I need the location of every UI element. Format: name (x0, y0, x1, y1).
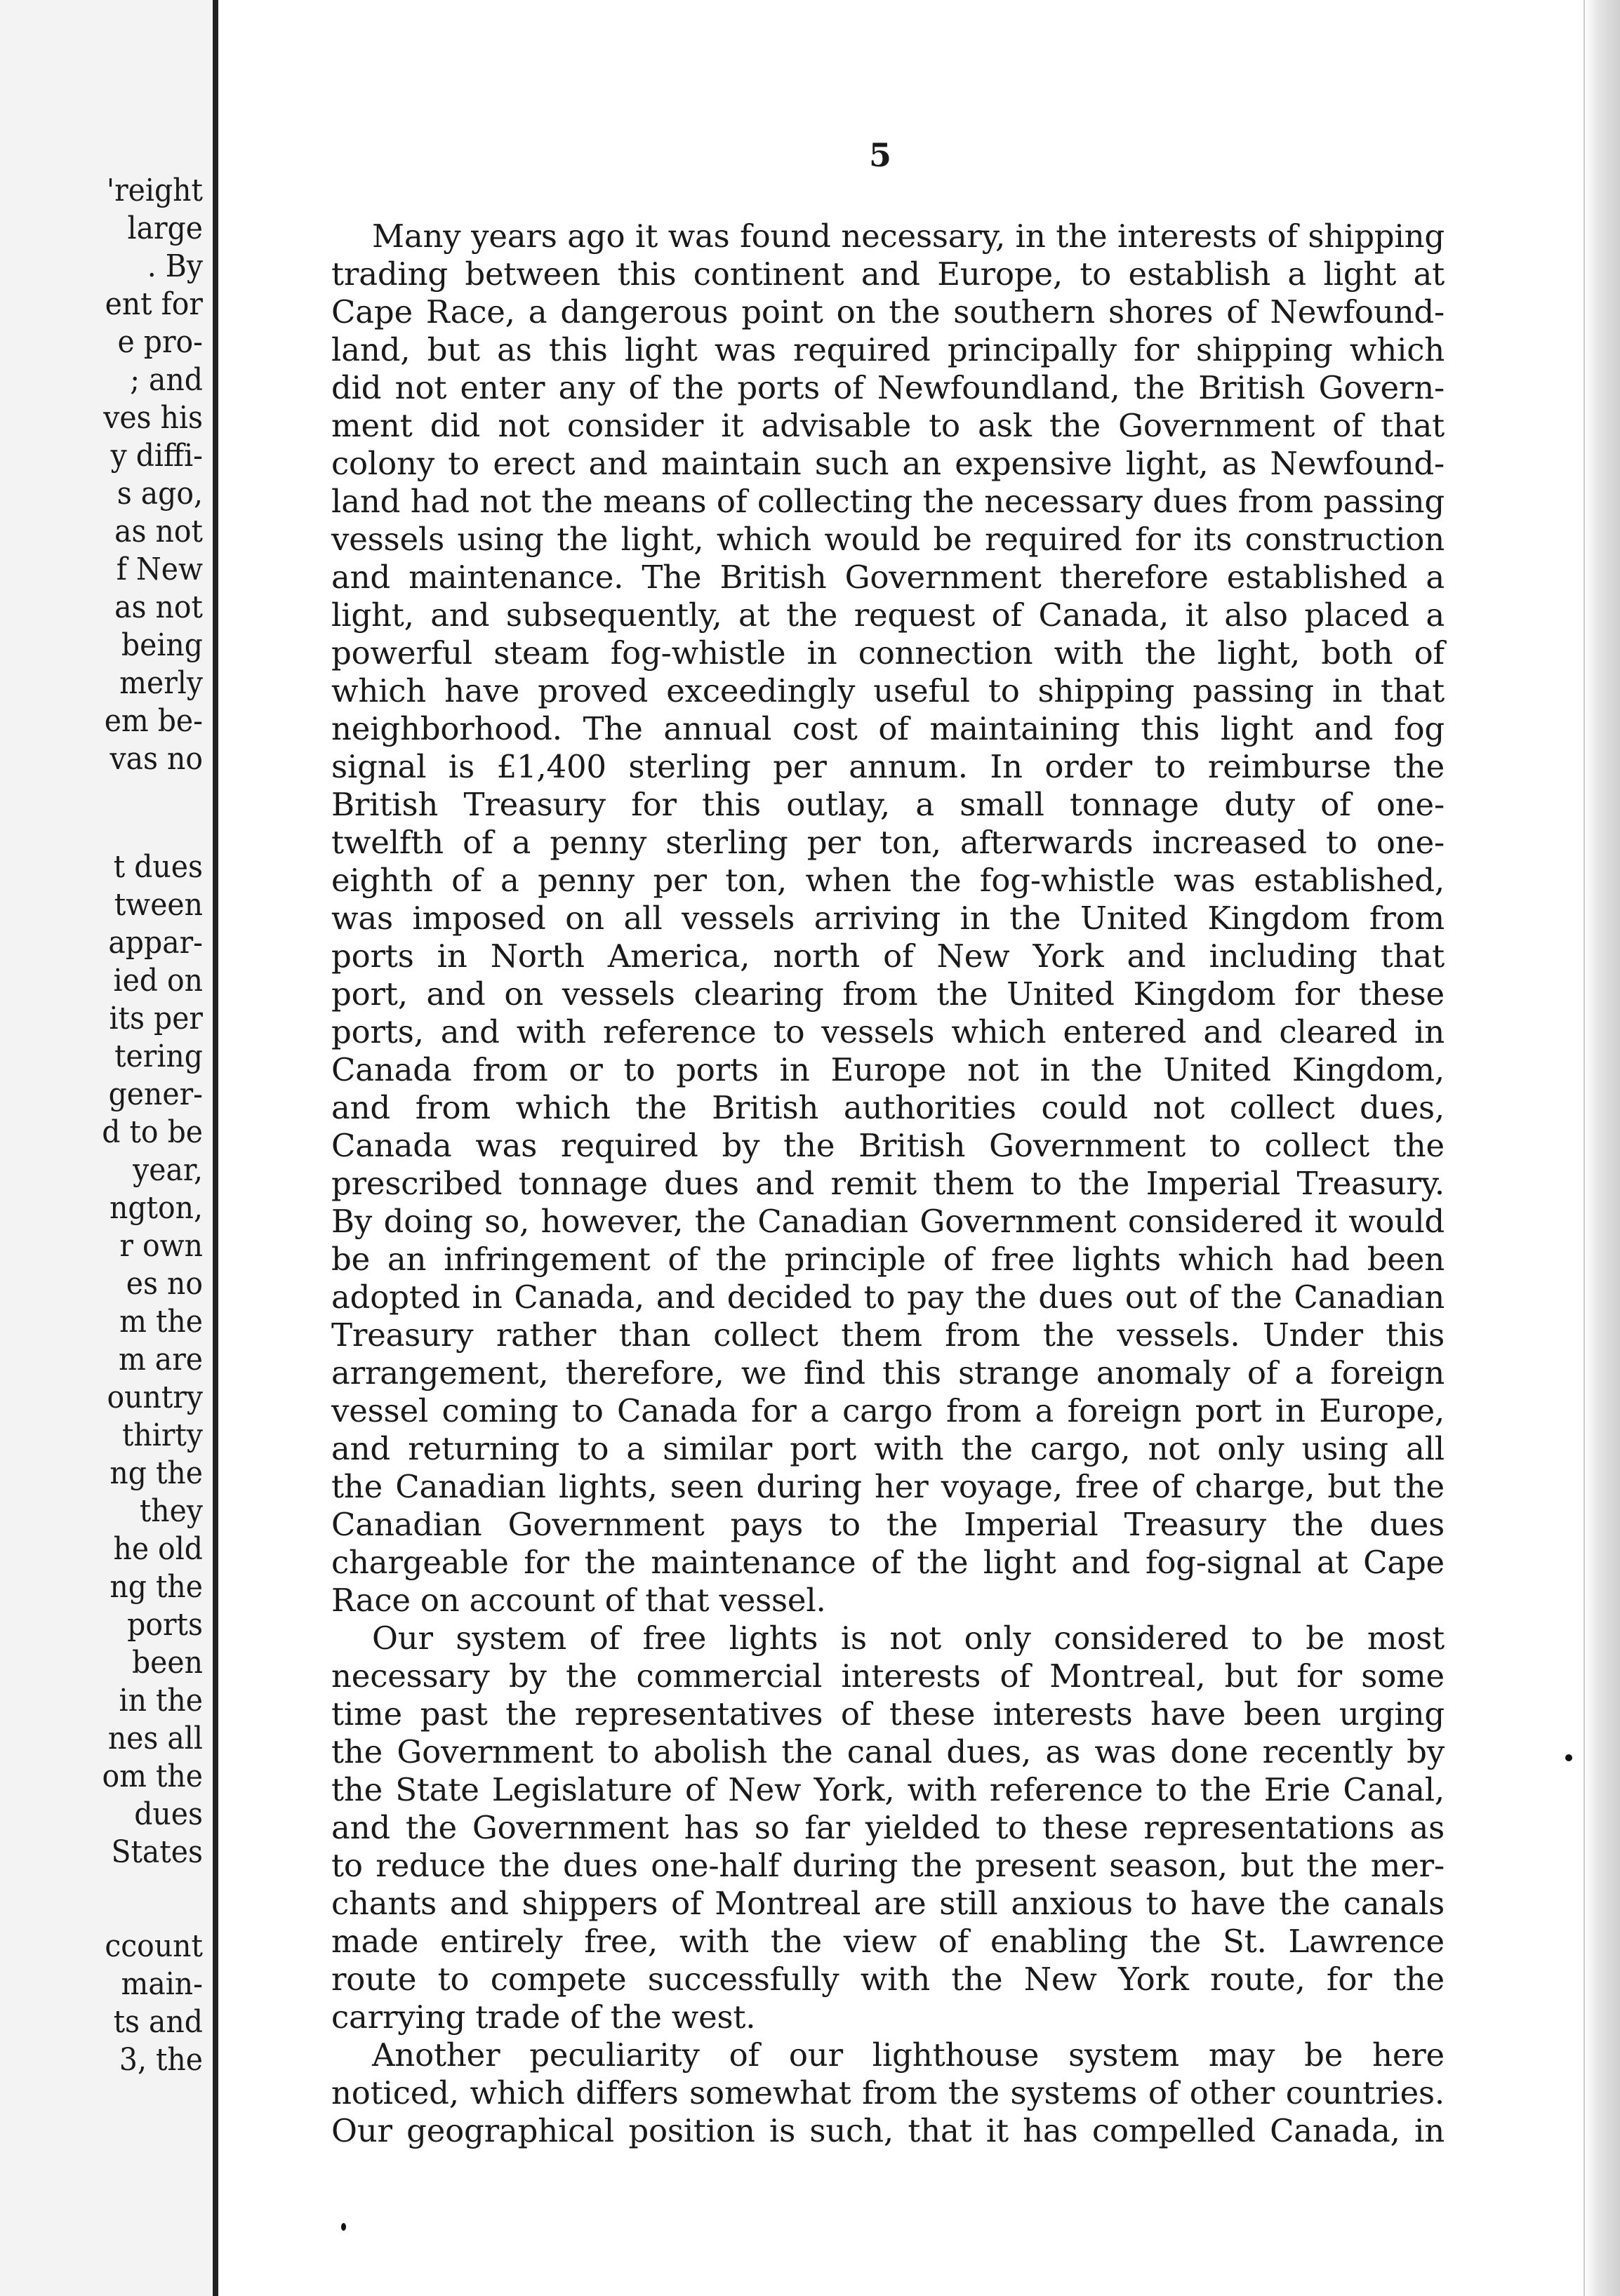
facing-page-line: year, (133, 1152, 203, 1188)
text-line: Cape Race, a dangerous point on the southern shores of Newfound- (331, 293, 1445, 331)
facing-page-line: dues (134, 1796, 203, 1832)
facing-page-line: ccount (105, 1928, 203, 1964)
text-line: ports in North America, north of New York and including that (331, 937, 1445, 975)
text-line: route to compete successfully with the New York route, for the (331, 1961, 1445, 1998)
facing-page-line: s ago, (117, 476, 203, 512)
text-line: land, but as this light was required principally for shipping which (331, 331, 1445, 368)
text-line: trading between this continent and Europe, to establish a light at (331, 255, 1445, 293)
text-line: and returning to a similar port with the cargo, not only using all (331, 1430, 1445, 1467)
text-line: chargeable for the maintenance of the light and fog-signal at Cape (331, 1544, 1445, 1581)
facing-page-line: ngton, (109, 1190, 203, 1226)
facing-page-line: he old (113, 1531, 203, 1567)
text-line: Many years ago it was found necessary, in the interests of shipping (372, 218, 1445, 255)
facing-page-line: ves his (103, 400, 203, 436)
facing-page-line: tering (114, 1039, 203, 1074)
facing-page-line: ng the (109, 1455, 203, 1491)
text-line: vessel coming to Canada for a cargo from a foreign port in Europe, (331, 1392, 1445, 1429)
page-edge-shadow (1585, 0, 1620, 2296)
facing-page-line: its per (109, 1001, 203, 1036)
facing-page-line: ng the (109, 1569, 203, 1605)
text-line: Race on account of that vessel. (331, 1582, 826, 1619)
ink-speck (1565, 1754, 1572, 1761)
facing-page-line: . By (147, 248, 203, 284)
facing-page-line: merly (119, 665, 203, 701)
facing-page (0, 0, 212, 2296)
text-line: adopted in Canada, and decided to pay the dues out of the Canadian (331, 1279, 1445, 1316)
text-line: which have proved exceedingly useful to shipping passing in that (331, 672, 1445, 709)
binding-rule (213, 0, 218, 2296)
text-line: was imposed on all vessels arriving in the United Kingdom from (331, 900, 1445, 937)
facing-page-line: ports (127, 1607, 203, 1643)
facing-page-line: as not (114, 514, 203, 549)
facing-page-line: m are (118, 1342, 203, 1377)
text-line: and the Government has so far yielded to these representations as (331, 1809, 1445, 1846)
text-line: time past the representatives of these interests have been urging (331, 1695, 1445, 1733)
facing-page-line: being (121, 627, 203, 663)
facing-page-line: t dues (113, 849, 203, 885)
text-line: Treasury rather than collect them from the vessels. Under this (331, 1316, 1445, 1354)
text-line: light, and subsequently, at the request of Canada, it also placed a (331, 596, 1445, 634)
text-line: powerful steam fog-whistle in connection with the light, both of (331, 634, 1445, 672)
text-line: the Government to abolish the canal dues, as was done recently by (331, 1733, 1445, 1770)
text-line: noticed, which differs somewhat from the systems of other countries. (331, 2074, 1445, 2111)
page-number: 5 (868, 136, 891, 174)
facing-page-line: 3, the (119, 2042, 203, 2078)
facing-page-line: large (127, 211, 203, 246)
facing-page-line: as not (114, 589, 203, 625)
text-line: port, and on vessels clearing from the United Kingdom for these (331, 975, 1445, 1013)
text-line: did not enter any of the ports of Newfoundland, the British Govern- (331, 369, 1445, 406)
facing-page-line: e pro- (117, 324, 203, 360)
facing-page-line: vas no (109, 741, 203, 777)
facing-page-line: 'reight (106, 173, 203, 208)
facing-page-line: y diffi- (110, 438, 203, 474)
text-line: carrying trade of the west. (331, 1998, 756, 2036)
facing-page-line: main- (121, 1966, 203, 2002)
text-line: chants and shippers of Montreal are still anxious to have the canals (331, 1885, 1445, 1922)
facing-page-line: ied on (113, 963, 203, 999)
facing-page-line: ; and (130, 362, 203, 398)
facing-page-line: States (111, 1834, 203, 1870)
facing-page-line: tween (114, 887, 203, 923)
facing-page-line: es no (126, 1266, 203, 1302)
facing-page-line: in the (119, 1683, 203, 1718)
facing-page-line: m the (119, 1304, 203, 1340)
text-line: colony to erect and maintain such an expensive light, as Newfound- (331, 445, 1445, 482)
text-line: arrangement, therefore, we find this strange anomaly of a foreign (331, 1354, 1445, 1391)
facing-page-line: nes all (107, 1721, 203, 1756)
text-line: twelfth of a penny sterling per ton, afterwards increased to one- (331, 824, 1445, 861)
text-line: Our geographical position is such, that it has compelled Canada, in (331, 2112, 1445, 2149)
text-line: British Treasury for this outlay, a small tonnage duty of one- (331, 786, 1445, 823)
facing-page-line: r own (119, 1228, 203, 1264)
text-line: Another peculiarity of our lighthouse system may be here (372, 2036, 1445, 2074)
text-line: ports, and with reference to vessels which entered and cleared in (331, 1013, 1445, 1050)
facing-page-line: thirty (121, 1417, 203, 1453)
text-line: signal is £1,400 sterling per annum. In order to reimburse the (331, 748, 1445, 785)
text-line: to reduce the dues one-half during the present season, but the mer- (331, 1847, 1445, 1884)
facing-page-line: appar- (108, 925, 203, 961)
facing-page-line: gener- (108, 1076, 203, 1112)
text-line: the State Legislature of New York, with reference to the Erie Canal, (331, 1771, 1445, 1808)
text-line: vessels using the light, which would be required for its construction (331, 521, 1445, 558)
ink-speck (341, 2223, 346, 2231)
text-line: land had not the means of collecting the necessary dues from passing (331, 483, 1445, 520)
facing-page-line: d to be (102, 1114, 203, 1150)
text-line: By doing so, however, the Canadian Government considered it would (331, 1203, 1445, 1240)
facing-page-line: f New (116, 552, 203, 587)
text-line: eighth of a penny per ton, when the fog-whistle was established, (331, 862, 1445, 899)
text-line: ment did not consider it advisable to ask the Government of that (331, 407, 1445, 444)
text-line: necessary by the commercial interests of Montreal, but for some (331, 1657, 1445, 1695)
facing-page-line: ts and (113, 2004, 203, 2040)
text-line: Canada was required by the British Government to collect the (331, 1127, 1445, 1164)
text-line: Canada from or to ports in Europe not in the United Kingdom, (331, 1051, 1445, 1088)
text-line: the Canadian lights, seen during her voyage, free of charge, but the (331, 1468, 1445, 1505)
text-line: and from which the British authorities could not collect dues, (331, 1089, 1445, 1126)
text-line: Our system of free lights is not only considered to be most (372, 1620, 1445, 1657)
text-line: and maintenance. The British Government therefore established a (331, 559, 1445, 596)
text-line: neighborhood. The annual cost of maintaining this light and fog (331, 710, 1445, 747)
facing-page-line: they (139, 1493, 203, 1529)
text-line: Canadian Government pays to the Imperial Treasury the dues (331, 1506, 1445, 1543)
text-line: prescribed tonnage dues and remit them to the Imperial Treasury. (331, 1165, 1445, 1202)
text-line: made entirely free, with the view of enabling the St. Lawrence (331, 1923, 1445, 1960)
facing-page-line: em be- (104, 703, 203, 739)
facing-page-line: om the (102, 1758, 203, 1794)
facing-page-line: been (131, 1645, 203, 1681)
facing-page-line: ountry (107, 1380, 203, 1415)
facing-page-line: ent for (105, 286, 203, 322)
text-line: be an infringement of the principle of free lights which had been (331, 1241, 1445, 1278)
